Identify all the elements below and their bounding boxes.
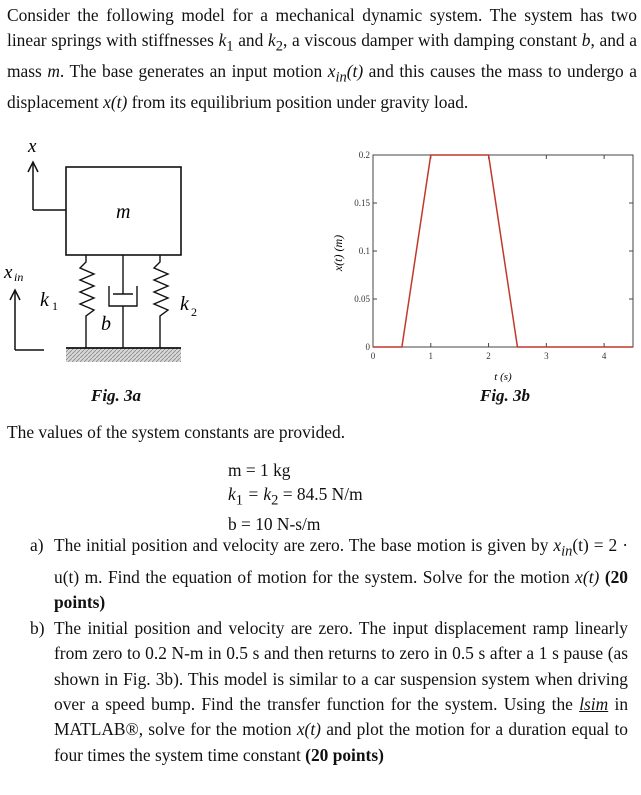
const-k <box>228 482 363 512</box>
intro-b: b <box>581 29 591 50</box>
b-label: b <box>101 313 111 335</box>
const-k2-sub: 2 <box>271 492 279 509</box>
const-b: b = 10 N-s/m <box>228 514 321 535</box>
k2-label-sub: 2 <box>191 305 197 319</box>
y-tick-label: 0.1 <box>358 246 370 256</box>
xin-label-main: x <box>4 262 13 283</box>
question-b-text-3: and plot the motion for a duration equal to four times the system time constant <box>54 719 629 765</box>
y-tick-label: 0 <box>365 342 370 352</box>
question-b-text-2: in MATLAB®, solve for the motion <box>54 693 629 740</box>
k1-label-main: k <box>40 289 49 311</box>
fig3b-caption: Fig. 3b <box>480 386 531 405</box>
intro-and: and <box>233 29 268 50</box>
intro-text-2: , a viscous damper with damping constant <box>282 29 582 50</box>
x-tick-label: 3 <box>544 351 549 361</box>
intro-xin-arg: (t) <box>346 61 364 82</box>
y-axis-label: x(t) (m) <box>331 234 345 272</box>
const-k1-sub: 1 <box>235 492 243 509</box>
question-b-x: x <box>296 719 305 740</box>
intro-paragraph <box>7 3 637 115</box>
question-a-text-1: The initial position and velocity are zero. The base motion is given by <box>54 535 554 555</box>
mass-label: m <box>116 201 131 223</box>
x-tick-label: 1 <box>428 351 434 361</box>
x-label: x <box>28 136 37 157</box>
k1-label-sub: 1 <box>52 299 58 313</box>
spring-k2 <box>154 255 168 348</box>
intro-xin: x <box>327 61 336 82</box>
intro-xin-sub: in <box>335 69 347 86</box>
question-a <box>30 533 628 616</box>
k1-label <box>40 289 58 313</box>
question-a-xin: x <box>553 535 562 555</box>
y-tick-label: 0.15 <box>354 198 370 208</box>
fig3a-diagram <box>0 130 200 370</box>
ground-base <box>66 348 181 362</box>
question-b-x-arg: (t) <box>304 719 321 740</box>
x-tick-label: 4 <box>601 351 607 361</box>
xin-label-sub: in <box>14 270 24 284</box>
const-k-value: = 84.5 N/m <box>278 484 363 504</box>
question-a-label: a) <box>30 535 44 555</box>
intro-k2: k <box>268 29 276 50</box>
intro-text-5: and this causes the mass to undergo a displacement <box>7 61 637 113</box>
question-b <box>30 616 628 768</box>
k2-label <box>180 293 197 319</box>
damper <box>109 255 137 348</box>
intro-x: x <box>103 92 111 113</box>
x-tick-label: 2 <box>486 351 491 361</box>
lsim-link[interactable]: lsim <box>579 693 609 714</box>
const-k1: k <box>228 484 236 504</box>
x-arrow <box>28 162 66 210</box>
x-axis-label: t (s) <box>494 371 512 383</box>
intro-m: m <box>47 61 60 82</box>
y-tick-label: 0.05 <box>354 294 370 304</box>
question-a-text-2: (t) = 2 · u(t) m. Find the equation of motion for the system. Solve for the motion <box>54 535 628 587</box>
intro-text-4: . The base generates an input motion <box>59 61 328 82</box>
intro-k1: k <box>218 29 227 50</box>
spring-k1 <box>80 255 94 348</box>
intro-x-arg: (t) <box>110 92 128 113</box>
intro-text-3: , and a mass <box>7 29 637 82</box>
question-b-points: (20 points) <box>300 744 384 765</box>
constants-lead: The values of the system constants are provided. <box>7 422 346 442</box>
question-b-text-1: The initial position and velocity are zero. The input displacement ramp linearly from zero to 0.2 N-m in 0.5 s and then returns to zero in 0.5 s after a 1 s pause (as shown in Fig. 3b). This model is similar to a car suspension system when driving over a speed bump. Find the transfer function for the system. Using the <box>54 617 628 714</box>
intro-text-1: Consider the following model for a mechanical dynamic system. The system has two linear springs with stiffnesses <box>7 5 637 50</box>
intro-k2-sub: 2 <box>275 38 283 55</box>
question-list <box>30 533 628 768</box>
xin-label <box>3 262 23 284</box>
fig3a-caption: Fig. 3a <box>91 386 142 405</box>
question-a-x: x <box>575 566 583 587</box>
question-b-label: b) <box>30 617 45 638</box>
fig3b-chart <box>300 135 636 385</box>
xin-arrow <box>10 290 44 350</box>
question-a-points: (20 points) <box>54 566 628 613</box>
question-a-xin-sub: in <box>561 543 573 560</box>
k2-label-main: k <box>180 293 189 315</box>
const-k2: = k <box>242 484 272 504</box>
y-tick-label: 0.2 <box>358 150 370 160</box>
intro-text-6: from its equilibrium position under gravity load. <box>127 92 469 113</box>
const-m: m = 1 kg <box>228 460 291 480</box>
x-tick-label: 0 <box>370 351 376 361</box>
problem-intro <box>7 3 637 115</box>
intro-k1-sub: 1 <box>226 38 234 55</box>
question-a-x-arg: (t) <box>582 566 600 587</box>
constants-block <box>228 458 363 536</box>
